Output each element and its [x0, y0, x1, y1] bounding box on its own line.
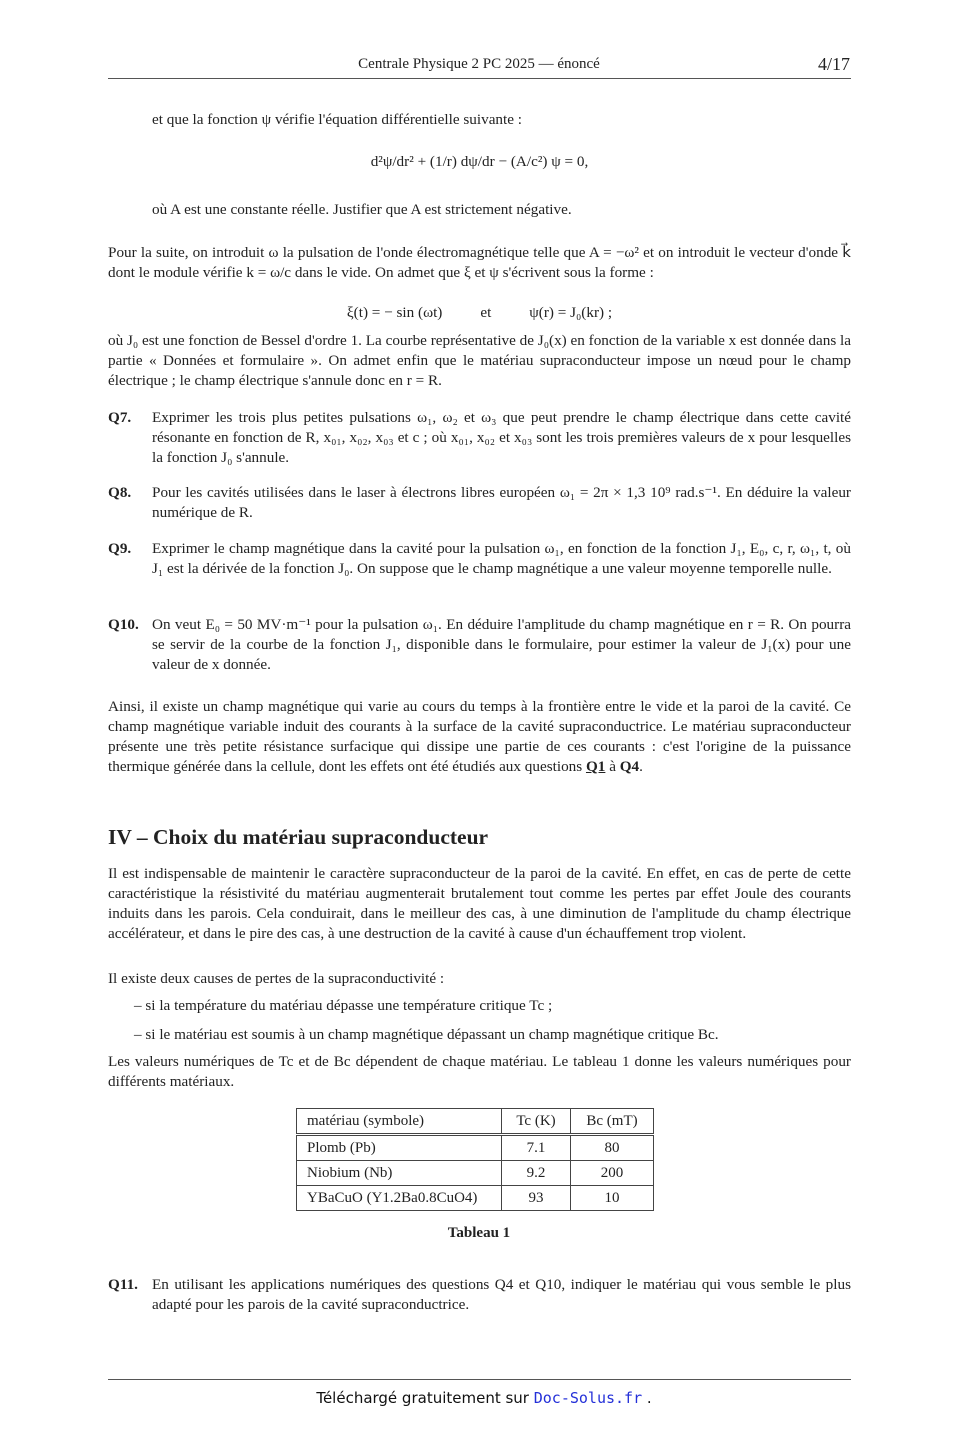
question-text: Pour les cavités utilisées dans le laser à électrons libres européen ω₁ = 2π × 1,3 10⁹ rad.s⁻¹. En déduire la valeur numérique de R. — [152, 484, 851, 521]
paragraph-bessel: où J₀ est une fonction de Bessel d'ordre 1. La courbe représentative de J₀(x) en fonction de la variable x est donnée dans la partie « Données et formulaire ». On admet enfin que le matériau supraconducteur impose un nœud pour le champ électrique ; le champ électrique s'annule donc en r = R. — [108, 332, 851, 389]
page-number: 4/17 — [817, 54, 850, 74]
table-cell: 9.2 — [502, 1161, 571, 1186]
question-label: Q7. — [108, 409, 132, 426]
differential-equation: d²ψ/dr² + (1/r) dψ/dr − (A/c²) ψ = 0, — [370, 153, 589, 170]
footer-text: Téléchargé gratuitement sur — [316, 1389, 534, 1407]
question-label: Q8. — [108, 484, 132, 501]
paragraph-supraconductor: Il est indispensable de maintenir le caractère supraconducteur de la paroi de la cavité. En effet, en cas de perte de cette caractéristique la résistivité du matériau augmenterait brutalement tout comme les pertes par effet Joule des courants induits dans les parois. Cela conduirait, dans le meilleur des cas, à une diminution de l'amplitude du champ électrique accélérateur, et dans le pire des cas, à une destruction de la cavité à cause d'un échauffement trop violent. — [108, 865, 851, 942]
materials-table — [296, 1108, 654, 1211]
question-label: Q10. — [108, 616, 139, 633]
table-cell: 200 — [571, 1161, 654, 1186]
table-row — [297, 1161, 654, 1186]
table-cell: Plomb (Pb) — [297, 1135, 502, 1161]
question-label: Q11. — [108, 1276, 138, 1293]
bullet-temperature: – si la température du matériau dépasse une température critique Tc ; — [134, 997, 553, 1014]
ref-q4: Q4 — [619, 758, 640, 775]
doc-solus-link[interactable]: Doc-Solus.fr — [533, 1389, 643, 1407]
table-header: matériau (symbole) — [297, 1109, 502, 1135]
footer-rule — [108, 1379, 851, 1380]
table-cell: Niobium (Nb) — [297, 1161, 502, 1186]
footer-text: . — [642, 1389, 652, 1407]
intro-line: et que la fonction ψ vérifie l'équation différentielle suivante : — [152, 111, 523, 128]
table-cell: 7.1 — [502, 1135, 571, 1161]
bullet-magnetic-field: – si le matériau est soumis à un champ magnétique dépassant un champ magnétique critique Bc. — [134, 1026, 719, 1043]
materials-table-wrapper — [296, 1108, 654, 1211]
paragraph-magnetic-field — [108, 697, 851, 777]
question-text: Exprimer le champ magnétique dans la cavité pour la pulsation ω₁, en fonction de la fonction J₁, E₀, c, r, ω₁, t, où J₁ est la dérivée de la fonction J₀. On suppose que le champ magnétique a une valeur moyenne temporelle nulle. — [152, 540, 851, 577]
header-title: Centrale Physique 2 PC 2025 — énoncé — [358, 56, 600, 72]
paragraph-causes: Il existe deux causes de pertes de la supraconductivité : — [108, 970, 445, 987]
table-header: Bc (mT) — [571, 1109, 654, 1135]
header-rule — [108, 78, 851, 79]
paragraph-text: à — [605, 758, 620, 775]
intro-question: où A est une constante réelle. Justifier que A est strictement négative. — [152, 201, 572, 218]
link-q1[interactable]: Q1 — [585, 758, 606, 775]
question-text: On veut E₀ = 50 MV·m⁻¹ pour la pulsation ω₁. En déduire l'amplitude du champ magnétique en r = R. On pourra se servir de la courbe de la fonction J₁, disponible dans le formulaire, pour estimer la valeur de J₁(x) pour une valeur de x donnée. — [152, 616, 851, 673]
table-caption: Tableau 1 — [447, 1225, 511, 1241]
question-label: Q9. — [108, 540, 132, 557]
section-title: IV – Choix du matériau supraconducteur — [108, 825, 489, 849]
table-row — [297, 1135, 654, 1161]
solution-equation: ξ(t) = − sin (ωt) et ψ(r) = J₀(kr) ; — [346, 304, 613, 321]
table-header-row — [297, 1109, 654, 1135]
paragraph-table-intro: Les valeurs numériques de Tc et de Bc dépendent de chaque matériau. Le tableau 1 donne les valeurs numériques pour différents matériaux. — [108, 1053, 851, 1090]
paragraph-wave-vector: Pour la suite, on introduit ω la pulsation de l'onde électromagnétique telle que A = −ω² et on introduit le vecteur d'onde k⃗ dont le module vérifie k = ω/c dans le vide. On admet que ξ et ψ s'écrivent sous la forme : — [108, 244, 851, 281]
table-row — [297, 1186, 654, 1211]
paragraph-text: . — [639, 758, 643, 775]
table-cell: 93 — [502, 1186, 571, 1211]
table-cell: 80 — [571, 1135, 654, 1161]
paragraph-text: Ainsi, il existe un champ magnétique qui varie au cours du temps à la frontière entre le vide et la paroi de la cavité. Ce champ magnétique variable induit des courants à la surface de la cavité supraconductrice. Le matériau supraconducteur présente une très petite résistance surfacique qui dissipe une partie de ces courants : c'est l'origine de la puissance thermique générée dans la cellule, dont les effets ont été étudiés aux questions — [108, 698, 851, 775]
table-cell: 10 — [571, 1186, 654, 1211]
table-cell: YBaCuO (Y1.2Ba0.8CuO4) — [297, 1186, 502, 1211]
footer — [0, 1389, 968, 1407]
question-text: En utilisant les applications numériques des questions Q4 et Q10, indiquer le matériau qui vous semble le plus adapté pour les parois de la cavité supraconductrice. — [152, 1276, 851, 1313]
table-header: Tc (K) — [502, 1109, 571, 1135]
question-text: Exprimer les trois plus petites pulsations ω₁, ω₂ et ω₃ que peut prendre le champ électrique dans cette cavité résonante en fonction de R, x₀₁, x₀₂, x₀₃ et c ; où x₀₁, x₀₂ et x₀₃ sont les trois premières valeurs de x pour lesquelles la fonction J₀ s'annule. — [152, 409, 851, 466]
